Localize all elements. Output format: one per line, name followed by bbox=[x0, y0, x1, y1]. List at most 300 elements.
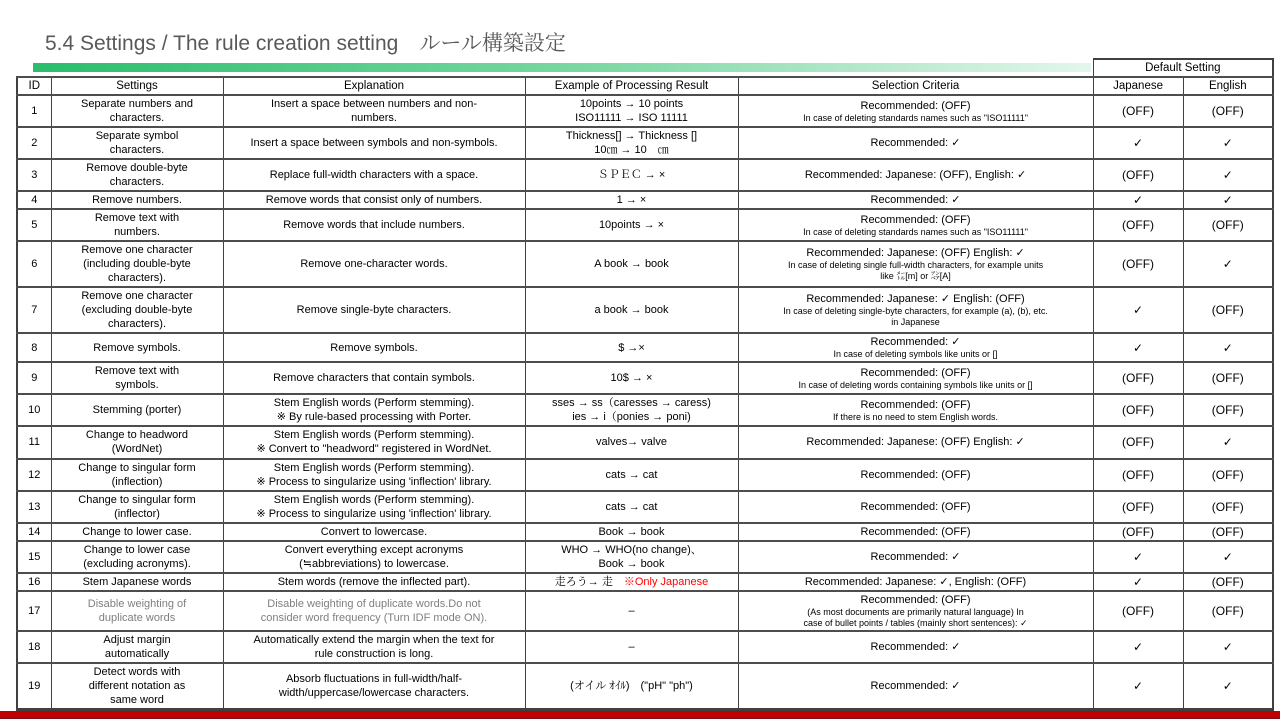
row-id-line: 4 bbox=[31, 194, 38, 207]
example-line: sses → ss（caresses → caress) bbox=[552, 397, 711, 410]
explanation bbox=[223, 591, 525, 631]
explanation-line: Convert everything except acronyms bbox=[284, 543, 464, 556]
default-japanese bbox=[1093, 573, 1183, 591]
default-japanese-line: (OFF) bbox=[1122, 218, 1155, 233]
default-english-line: (OFF) bbox=[1211, 371, 1244, 386]
default-japanese-line: ✓ bbox=[1133, 340, 1144, 355]
example bbox=[525, 541, 738, 573]
example-line: 走ろう→ 走 ※Only Japanese bbox=[554, 575, 709, 588]
example-line: 1 → × bbox=[616, 194, 647, 207]
table-body bbox=[17, 95, 1273, 710]
row-id bbox=[17, 591, 51, 631]
setting-name-line: (including double-byte bbox=[83, 258, 191, 271]
default-english bbox=[1183, 491, 1273, 523]
setting-name bbox=[51, 426, 223, 458]
default-english bbox=[1183, 362, 1273, 394]
explanation-line: Remove words that consist only of numbers. bbox=[265, 194, 483, 207]
selection-criteria bbox=[738, 541, 1093, 573]
table-row bbox=[17, 159, 1273, 191]
explanation-line: Stem English words (Perform stemming). bbox=[273, 429, 475, 442]
example bbox=[525, 209, 738, 241]
default-english bbox=[1183, 287, 1273, 333]
table-row bbox=[17, 591, 1273, 631]
explanation bbox=[223, 241, 525, 287]
selection-criteria bbox=[738, 241, 1093, 287]
setting-name-line: Detect words with bbox=[93, 665, 181, 678]
default-english bbox=[1183, 95, 1273, 127]
col-header-example: Example of Processing Result bbox=[525, 77, 738, 95]
row-id bbox=[17, 459, 51, 491]
example-line: Book → book bbox=[598, 557, 665, 570]
explanation-line: ※ Convert to "headword" registered in WordNet. bbox=[256, 443, 492, 456]
explanation-line: consider word frequency (Turn IDF mode ON). bbox=[260, 611, 488, 624]
setting-name bbox=[51, 209, 223, 241]
selection-criteria-line: Recommended: Japanese: ✓, English: (OFF) bbox=[804, 575, 1027, 588]
setting-name bbox=[51, 127, 223, 159]
example-line: – bbox=[628, 604, 635, 617]
row-id bbox=[17, 491, 51, 523]
selection-criteria bbox=[738, 209, 1093, 241]
explanation-line: numbers. bbox=[351, 112, 397, 125]
default-english-line: ✓ bbox=[1222, 678, 1233, 693]
setting-name-line: Change to headword bbox=[85, 429, 189, 442]
example-line: a book → book bbox=[594, 304, 669, 317]
explanation-line: Remove symbols. bbox=[330, 341, 418, 354]
selection-criteria bbox=[738, 491, 1093, 523]
selection-criteria bbox=[738, 663, 1093, 710]
row-id-line: 18 bbox=[28, 640, 41, 653]
example bbox=[525, 426, 738, 458]
default-english bbox=[1183, 573, 1273, 591]
example bbox=[525, 523, 738, 541]
row-id-line: 16 bbox=[28, 575, 41, 588]
setting-name bbox=[51, 333, 223, 362]
row-id-line: 9 bbox=[31, 372, 38, 385]
explanation-line: Stem English words (Perform stemming). bbox=[273, 397, 475, 410]
explanation bbox=[223, 426, 525, 458]
default-english-line: (OFF) bbox=[1211, 499, 1244, 514]
setting-name-line: symbols. bbox=[115, 379, 159, 392]
explanation bbox=[223, 459, 525, 491]
selection-criteria bbox=[738, 591, 1093, 631]
explanation-line: (≒abbreviations) to lowercase. bbox=[299, 557, 449, 570]
default-english bbox=[1183, 459, 1273, 491]
example-line: ＳＰＥＣ → × bbox=[597, 169, 666, 182]
default-english-line: (OFF) bbox=[1211, 524, 1244, 539]
table-row bbox=[17, 95, 1273, 127]
default-english-line: (OFF) bbox=[1211, 403, 1244, 418]
row-id bbox=[17, 209, 51, 241]
default-japanese bbox=[1093, 241, 1183, 287]
selection-criteria-line: Recommended: ✓ bbox=[870, 336, 961, 349]
row-id-line: 13 bbox=[28, 500, 41, 513]
table-row bbox=[17, 333, 1273, 362]
default-english bbox=[1183, 159, 1273, 191]
example bbox=[525, 663, 738, 710]
selection-criteria-line: Recommended: (OFF) bbox=[860, 500, 971, 513]
setting-name bbox=[51, 591, 223, 631]
explanation-line: Absorb fluctuations in full-width/half- bbox=[285, 672, 463, 685]
setting-name-line: (excluding double-byte bbox=[81, 304, 193, 317]
default-english bbox=[1183, 241, 1273, 287]
setting-name-line: Adjust margin bbox=[103, 633, 171, 646]
default-japanese bbox=[1093, 394, 1183, 426]
setting-name bbox=[51, 241, 223, 287]
default-japanese-line: (OFF) bbox=[1122, 524, 1155, 539]
setting-name bbox=[51, 459, 223, 491]
row-id-line: 3 bbox=[31, 169, 38, 182]
default-japanese-line: ✓ bbox=[1133, 574, 1144, 589]
selection-criteria-line: In case of deleting standards names such as "ISO11111" bbox=[803, 112, 1028, 123]
setting-name bbox=[51, 362, 223, 394]
table-row bbox=[17, 362, 1273, 394]
default-english bbox=[1183, 663, 1273, 710]
explanation-line: Automatically extend the margin when the text for bbox=[253, 633, 495, 646]
selection-criteria-line: Recommended: ✓ bbox=[870, 679, 961, 692]
default-english-line: (OFF) bbox=[1211, 104, 1244, 119]
selection-criteria bbox=[738, 426, 1093, 458]
setting-name-line: characters). bbox=[107, 272, 167, 285]
table-row bbox=[17, 459, 1273, 491]
col-header-id: ID bbox=[17, 77, 51, 95]
selection-criteria-line: Recommended: ✓ bbox=[870, 137, 961, 150]
default-japanese-line: (OFF) bbox=[1122, 371, 1155, 386]
explanation bbox=[223, 95, 525, 127]
selection-criteria bbox=[738, 159, 1093, 191]
selection-criteria-line: Recommended: ✓ bbox=[870, 194, 961, 207]
row-id bbox=[17, 191, 51, 209]
row-id-line: 2 bbox=[31, 137, 38, 150]
default-japanese bbox=[1093, 333, 1183, 362]
default-japanese bbox=[1093, 426, 1183, 458]
explanation bbox=[223, 333, 525, 362]
example bbox=[525, 241, 738, 287]
setting-name-line: Remove text with bbox=[94, 212, 180, 225]
example-line: WHO → WHO(no change)、 bbox=[561, 543, 702, 556]
setting-name-line: same word bbox=[110, 693, 164, 706]
selection-criteria-line: Recommended: (OFF) bbox=[860, 525, 971, 538]
explanation-line: Insert a space between numbers and non- bbox=[270, 98, 478, 111]
default-english bbox=[1183, 591, 1273, 631]
example-line: 10$ → × bbox=[610, 372, 653, 385]
default-japanese bbox=[1093, 95, 1183, 127]
default-english-line: (OFF) bbox=[1211, 574, 1244, 589]
table-row bbox=[17, 663, 1273, 710]
selection-criteria-line: Recommended: (OFF) bbox=[860, 213, 971, 226]
setting-name-line: Change to singular form bbox=[78, 493, 196, 506]
selection-criteria-line: Recommended: (OFF) bbox=[860, 99, 971, 112]
setting-name-line: (WordNet) bbox=[111, 443, 163, 456]
example bbox=[525, 95, 738, 127]
page-title: 5.4 Settings / The rule creation setting ルール構築設定 bbox=[45, 32, 566, 55]
selection-criteria bbox=[738, 333, 1093, 362]
selection-criteria-line: In case of deleting standards names such as "ISO11111" bbox=[803, 226, 1028, 237]
example bbox=[525, 333, 738, 362]
example-line: $ →× bbox=[618, 341, 645, 354]
explanation-line: Replace full-width characters with a space. bbox=[269, 169, 479, 182]
default-japanese-line: ✓ bbox=[1133, 678, 1144, 693]
row-id bbox=[17, 159, 51, 191]
default-english bbox=[1183, 127, 1273, 159]
explanation bbox=[223, 362, 525, 394]
row-id bbox=[17, 287, 51, 333]
row-id bbox=[17, 333, 51, 362]
setting-name-line: characters). bbox=[107, 318, 167, 331]
default-english bbox=[1183, 523, 1273, 541]
selection-criteria-line: In case of deleting symbols like units or [] bbox=[833, 349, 998, 360]
setting-name-line: (excluding acronyms). bbox=[83, 557, 191, 570]
selection-criteria bbox=[738, 191, 1093, 209]
row-id bbox=[17, 362, 51, 394]
setting-name bbox=[51, 523, 223, 541]
setting-name bbox=[51, 394, 223, 426]
explanation-line: width/uppercase/lowercase characters. bbox=[278, 686, 470, 699]
selection-criteria bbox=[738, 127, 1093, 159]
default-japanese-line: (OFF) bbox=[1122, 403, 1155, 418]
explanation-line: Stem words (remove the inflected part). bbox=[277, 575, 471, 588]
example-line: ies → i（ponies → poni) bbox=[572, 411, 691, 424]
setting-name-line: Remove symbols. bbox=[93, 341, 181, 354]
explanation bbox=[223, 523, 525, 541]
setting-name-line: duplicate words bbox=[98, 611, 176, 624]
selection-criteria-line: Recommended: Japanese: (OFF) English: ✓ bbox=[806, 247, 1025, 260]
row-id-line: 11 bbox=[28, 436, 40, 449]
setting-name-line: Disable weighting of bbox=[87, 597, 187, 610]
col-header-explanation: Explanation bbox=[223, 77, 525, 95]
default-japanese-line: (OFF) bbox=[1122, 467, 1155, 482]
setting-name bbox=[51, 159, 223, 191]
default-japanese-line: (OFF) bbox=[1122, 168, 1155, 183]
table-row bbox=[17, 523, 1273, 541]
setting-name-line: automatically bbox=[104, 647, 170, 660]
default-japanese-line: (OFF) bbox=[1122, 603, 1155, 618]
row-id bbox=[17, 663, 51, 710]
default-english-line: (OFF) bbox=[1211, 218, 1244, 233]
table-row bbox=[17, 191, 1273, 209]
default-english-line: ✓ bbox=[1222, 136, 1233, 151]
explanation bbox=[223, 541, 525, 573]
example bbox=[525, 159, 738, 191]
explanation-line: Remove one-character words. bbox=[300, 258, 448, 271]
explanation bbox=[223, 159, 525, 191]
selection-criteria-line: In case of deleting words containing symbols like units or [] bbox=[798, 379, 1033, 390]
explanation-line: ※ Process to singularize using 'inflection' library. bbox=[256, 507, 492, 520]
bottom-red-bar bbox=[0, 711, 1280, 719]
selection-criteria-line: (As most documents are primarily natural language) In bbox=[807, 606, 1024, 617]
col-header-settings: Settings bbox=[51, 77, 223, 95]
row-id-line: 10 bbox=[28, 404, 41, 417]
row-id-line: 12 bbox=[28, 468, 41, 481]
default-english bbox=[1183, 394, 1273, 426]
example bbox=[525, 394, 738, 426]
default-japanese-line: ✓ bbox=[1133, 193, 1144, 208]
row-id bbox=[17, 394, 51, 426]
selection-criteria bbox=[738, 95, 1093, 127]
example-line: Book → book bbox=[598, 525, 665, 538]
setting-name bbox=[51, 95, 223, 127]
row-id bbox=[17, 541, 51, 573]
setting-name bbox=[51, 631, 223, 663]
setting-name-line: numbers. bbox=[114, 226, 160, 239]
example-line: Thickness[] → Thickness [] bbox=[565, 130, 698, 143]
explanation-line: Insert a space between symbols and non-symbols. bbox=[250, 137, 498, 150]
setting-name bbox=[51, 191, 223, 209]
row-id bbox=[17, 426, 51, 458]
default-english bbox=[1183, 333, 1273, 362]
default-english-line: ✓ bbox=[1222, 435, 1233, 450]
row-id bbox=[17, 241, 51, 287]
example-line: A book → book bbox=[594, 258, 669, 271]
setting-name-line: characters. bbox=[109, 176, 165, 189]
header-spacer bbox=[17, 59, 1093, 77]
row-id-line: 14 bbox=[28, 525, 41, 538]
default-english bbox=[1183, 209, 1273, 241]
default-japanese bbox=[1093, 159, 1183, 191]
explanation bbox=[223, 209, 525, 241]
default-english-line: (OFF) bbox=[1211, 467, 1244, 482]
row-id-line: 8 bbox=[31, 341, 38, 354]
setting-name-line: different notation as bbox=[88, 679, 186, 692]
row-id bbox=[17, 631, 51, 663]
example-line: (オイル ｵｲﾙ) ("pH" "ph") bbox=[570, 679, 693, 692]
selection-criteria-line: Recommended: Japanese: (OFF) English: ✓ bbox=[806, 436, 1025, 449]
setting-name-line: Change to singular form bbox=[78, 461, 196, 474]
default-japanese bbox=[1093, 523, 1183, 541]
explanation-line: ※ By rule-based processing with Porter. bbox=[276, 411, 472, 424]
explanation bbox=[223, 491, 525, 523]
selection-criteria bbox=[738, 523, 1093, 541]
col-header-english: English bbox=[1183, 77, 1273, 95]
selection-criteria-line: Recommended: ✓ bbox=[870, 640, 961, 653]
default-english-line: (OFF) bbox=[1211, 603, 1244, 618]
row-id-line: 6 bbox=[31, 258, 38, 271]
setting-name bbox=[51, 287, 223, 333]
default-english bbox=[1183, 631, 1273, 663]
default-japanese bbox=[1093, 287, 1183, 333]
row-id-line: 5 bbox=[31, 219, 38, 232]
explanation bbox=[223, 287, 525, 333]
setting-name-line: characters. bbox=[109, 112, 165, 125]
setting-name-line: characters. bbox=[109, 144, 165, 157]
selection-criteria-line: in Japanese bbox=[891, 317, 940, 328]
setting-name bbox=[51, 541, 223, 573]
explanation-line: Remove single-byte characters. bbox=[296, 304, 452, 317]
selection-criteria-line: like ㍍[m] or ㌂[A] bbox=[880, 271, 951, 282]
example bbox=[525, 362, 738, 394]
explanation-line: rule construction is long. bbox=[314, 647, 434, 660]
example bbox=[525, 573, 738, 591]
setting-name bbox=[51, 491, 223, 523]
selection-criteria-line: case of bullet points / tables (mainly short sentences): ✓ bbox=[803, 617, 1028, 628]
explanation-line: Stem English words (Perform stemming). bbox=[273, 493, 475, 506]
example-line: ISO11111 → ISO 11111 bbox=[575, 112, 688, 125]
setting-name-line: Stemming (porter) bbox=[92, 404, 182, 417]
explanation-line: Remove words that include numbers. bbox=[283, 219, 465, 232]
example-line: 10points → × bbox=[598, 219, 665, 232]
explanation-line: Remove characters that contain symbols. bbox=[273, 372, 475, 385]
example bbox=[525, 127, 738, 159]
example-line: valves→ valve bbox=[596, 436, 667, 449]
default-japanese-line: (OFF) bbox=[1122, 435, 1155, 450]
example bbox=[525, 287, 738, 333]
example-line: – bbox=[628, 640, 635, 653]
column-header-row bbox=[17, 77, 1273, 95]
selection-criteria bbox=[738, 459, 1093, 491]
table-row bbox=[17, 541, 1273, 573]
default-setting-header: Default Setting bbox=[1093, 59, 1273, 77]
explanation-line: Stem English words (Perform stemming). bbox=[273, 461, 475, 474]
default-japanese bbox=[1093, 191, 1183, 209]
default-japanese-line: ✓ bbox=[1133, 639, 1144, 654]
default-japanese bbox=[1093, 209, 1183, 241]
default-english-line: ✓ bbox=[1222, 549, 1233, 564]
setting-name bbox=[51, 573, 223, 591]
example bbox=[525, 459, 738, 491]
explanation bbox=[223, 127, 525, 159]
row-id-line: 17 bbox=[28, 604, 41, 617]
setting-name-line: Separate symbol bbox=[95, 130, 179, 143]
selection-criteria-line: In case of deleting single full-width characters, for example units bbox=[787, 260, 1044, 271]
setting-name-line: Separate numbers and bbox=[81, 98, 193, 111]
selection-criteria-line: Recommended: (OFF) bbox=[860, 468, 971, 481]
explanation-line: Disable weighting of duplicate words.Do not bbox=[267, 597, 481, 610]
default-japanese-line: ✓ bbox=[1133, 303, 1144, 318]
col-header-japanese: Japanese bbox=[1093, 77, 1183, 95]
selection-criteria bbox=[738, 631, 1093, 663]
default-english-line: ✓ bbox=[1222, 257, 1233, 272]
default-english-line: ✓ bbox=[1222, 168, 1233, 183]
example-line: cats → cat bbox=[605, 500, 658, 513]
example bbox=[525, 491, 738, 523]
selection-criteria bbox=[738, 362, 1093, 394]
default-setting-group-row bbox=[17, 59, 1273, 77]
row-id-line: 15 bbox=[28, 550, 41, 563]
selection-criteria-line: Recommended: Japanese: ✓ English: (OFF) bbox=[806, 293, 1025, 306]
selection-criteria bbox=[738, 394, 1093, 426]
default-japanese bbox=[1093, 541, 1183, 573]
row-id bbox=[17, 523, 51, 541]
table-row bbox=[17, 241, 1273, 287]
explanation bbox=[223, 663, 525, 710]
default-english-line: ✓ bbox=[1222, 193, 1233, 208]
example bbox=[525, 591, 738, 631]
default-japanese bbox=[1093, 631, 1183, 663]
default-japanese-line: (OFF) bbox=[1122, 104, 1155, 119]
table-row bbox=[17, 491, 1273, 523]
explanation-line: Convert to lowercase. bbox=[320, 525, 428, 538]
default-english-line: ✓ bbox=[1222, 639, 1233, 654]
explanation bbox=[223, 631, 525, 663]
setting-name-line: Change to lower case. bbox=[82, 525, 192, 538]
table-row bbox=[17, 209, 1273, 241]
default-japanese-line: (OFF) bbox=[1122, 499, 1155, 514]
selection-criteria-line: In case of deleting single-byte characters, for example (a), (b), etc. bbox=[783, 306, 1048, 317]
row-id bbox=[17, 573, 51, 591]
selection-criteria-line: Recommended: (OFF) bbox=[860, 398, 971, 411]
setting-name bbox=[51, 663, 223, 710]
table-row bbox=[17, 631, 1273, 663]
row-id-line: 19 bbox=[28, 679, 41, 692]
table-row bbox=[17, 127, 1273, 159]
default-english-line: ✓ bbox=[1222, 340, 1233, 355]
selection-criteria-line: Recommended: Japanese: (OFF), English: ✓ bbox=[804, 169, 1027, 182]
row-id-line: 7 bbox=[31, 304, 38, 317]
setting-name-line: Remove one character bbox=[81, 290, 193, 303]
selection-criteria bbox=[738, 573, 1093, 591]
table-row bbox=[17, 287, 1273, 333]
table-row bbox=[17, 573, 1273, 591]
row-id bbox=[17, 127, 51, 159]
